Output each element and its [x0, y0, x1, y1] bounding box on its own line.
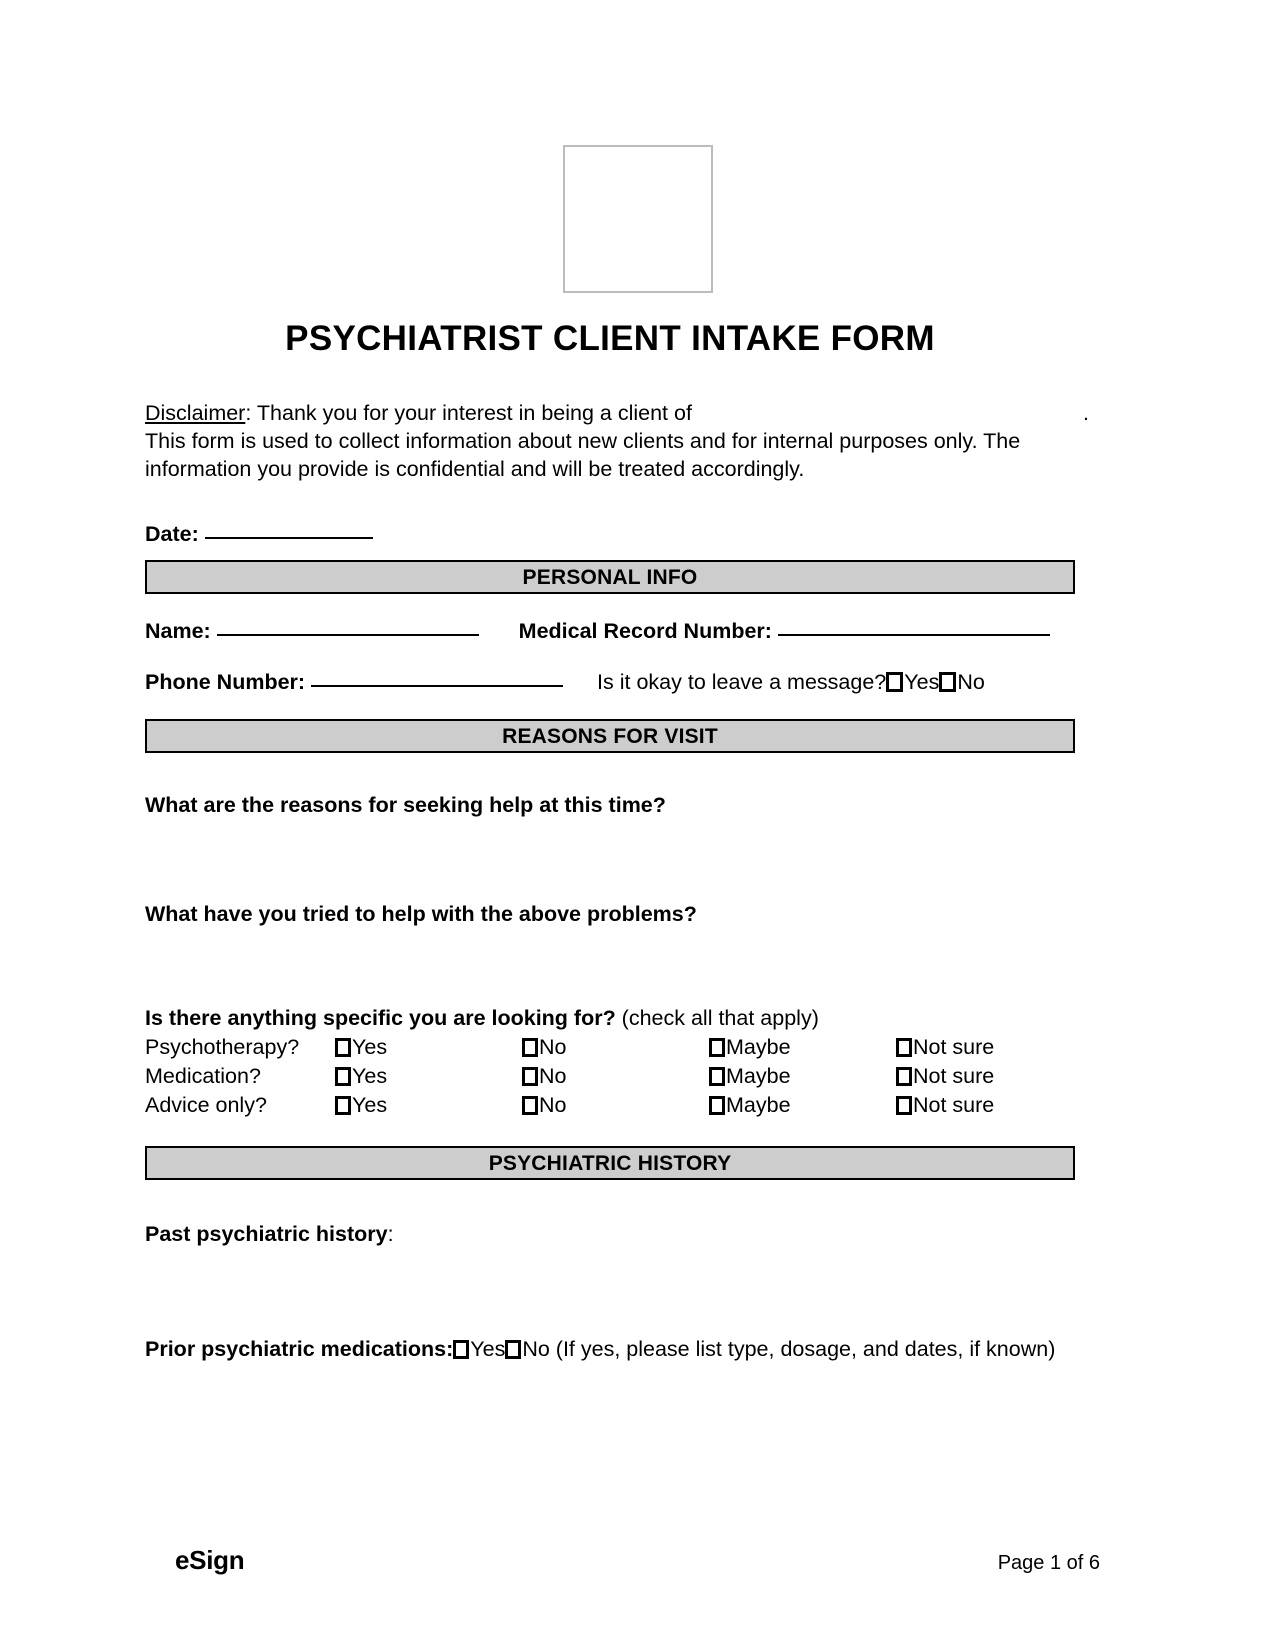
checkbox-advice-only-no[interactable] [522, 1096, 538, 1115]
matrix-row [145, 1034, 1075, 1066]
checkbox-medication-not-sure-label: Not sure [913, 1063, 995, 1088]
matrix-cell-psychotherapy-maybe [709, 1034, 896, 1059]
checkbox-advice-only-yes-label: Yes [352, 1092, 388, 1117]
checkbox-advice-only-yes[interactable] [335, 1096, 351, 1115]
checkbox-medication-no[interactable] [522, 1067, 538, 1086]
question-what-have-you-tried: What have you tried to help with the above problems? [145, 902, 697, 927]
matrix-cell-medication-maybe [709, 1063, 896, 1088]
looking-for-options-matrix [145, 1034, 1075, 1124]
checkbox-medication-not-sure[interactable] [896, 1067, 912, 1086]
question-looking-for-note: (check all that apply) [615, 1006, 819, 1031]
prior-medications-label: Prior psychiatric medications: [145, 1336, 454, 1361]
medical-record-number-input-blank[interactable] [778, 634, 1050, 636]
checkbox-prior-medications-no[interactable] [505, 1340, 521, 1359]
checkbox-psychotherapy-yes-label: Yes [352, 1034, 388, 1059]
date-field-row [145, 522, 1075, 548]
leave-message-question: Is it okay to leave a message? [597, 669, 887, 694]
prior-medications-note: (If yes, please list type, dosage, and dates, if known) [549, 1336, 1056, 1361]
checkbox-advice-only-not-sure[interactable] [896, 1096, 912, 1115]
checkbox-psychotherapy-not-sure-label: Not sure [913, 1034, 995, 1059]
matrix-cell-advice-only-yes [335, 1092, 522, 1117]
document-content [145, 319, 1089, 1363]
matrix-row [145, 1063, 1075, 1095]
phone-number-input-blank[interactable] [311, 685, 563, 687]
checkbox-medication-maybe-label: Maybe [726, 1063, 791, 1088]
matrix-row-label-advice-only: Advice only? [145, 1092, 267, 1117]
checkbox-medication-maybe[interactable] [709, 1067, 725, 1086]
section-header-reasons-for-visit: REASONS FOR VISIT [145, 719, 1075, 753]
phone-number-label: Phone Number: [145, 669, 306, 694]
matrix-cell-medication-not-sure [896, 1063, 1083, 1088]
page-title: PSYCHIATRIST CLIENT INTAKE FORM [285, 319, 935, 358]
checkbox-medication-no-label: No [539, 1063, 567, 1088]
question-prior-psychiatric-medications [145, 1336, 1075, 1363]
checkbox-advice-only-maybe[interactable] [709, 1096, 725, 1115]
checkbox-medication-yes[interactable] [335, 1067, 351, 1086]
checkbox-psychotherapy-not-sure[interactable] [896, 1038, 912, 1057]
section-header-psychiatric-history: PSYCHIATRIC HISTORY [145, 1146, 1075, 1180]
medical-record-number-label: Medical Record Number: [518, 618, 772, 643]
brand-logo-esign: eSign [175, 1545, 245, 1575]
logo-placeholder-box [563, 145, 713, 293]
disclaimer-paragraph [145, 399, 1089, 483]
name-label: Name: [145, 618, 211, 643]
matrix-cell-psychotherapy-no [522, 1034, 709, 1059]
matrix-cell-psychotherapy-yes [335, 1034, 522, 1059]
checkbox-psychotherapy-no[interactable] [522, 1038, 538, 1057]
logo-area [0, 145, 1275, 293]
section-header-personal-info: PERSONAL INFO [145, 560, 1075, 594]
checkbox-advice-only-not-sure-label: Not sure [913, 1092, 995, 1117]
question-looking-for-text: Is there anything specific you are looking for? [145, 1006, 616, 1031]
disclaimer-lead: : Thank you for your interest in being a client of [245, 400, 692, 425]
phone-message-row [145, 670, 1075, 696]
matrix-cell-advice-only-not-sure [896, 1092, 1083, 1117]
checkbox-advice-only-no-label: No [539, 1092, 567, 1117]
name-input-blank[interactable] [217, 634, 479, 636]
question-looking-for [145, 1005, 1075, 1032]
date-label: Date: [145, 521, 199, 546]
checkbox-message-yes-label: Yes [904, 669, 940, 694]
matrix-row [145, 1092, 1075, 1124]
matrix-row-label-psychotherapy: Psychotherapy? [145, 1034, 300, 1059]
disclaimer-label: Disclaimer [145, 400, 246, 425]
matrix-row-label-medication: Medication? [145, 1063, 261, 1088]
question-past-psychiatric-history [145, 1221, 1075, 1248]
matrix-cell-medication-yes [335, 1063, 522, 1088]
checkbox-psychotherapy-yes[interactable] [335, 1038, 351, 1057]
checkbox-message-no-label: No [957, 669, 985, 694]
matrix-cell-advice-only-no [522, 1092, 709, 1117]
checkbox-message-yes[interactable] [886, 672, 903, 692]
checkbox-prior-medications-yes-label: Yes [470, 1336, 506, 1361]
past-psychiatric-history-colon: : [387, 1221, 394, 1246]
disclaimer-line-1 [145, 399, 1089, 427]
checkbox-prior-medications-yes[interactable] [453, 1340, 469, 1359]
checkbox-psychotherapy-maybe[interactable] [709, 1038, 725, 1057]
matrix-cell-medication-no [522, 1063, 709, 1088]
name-mrn-row [145, 619, 1075, 645]
page-number: Page 1 of 6 [997, 1552, 1100, 1574]
matrix-cell-advice-only-maybe [709, 1092, 896, 1117]
disclaimer-line-2: This form is used to collect information about new clients and for internal purposes only. The [145, 428, 1021, 453]
past-psychiatric-history-label: Past psychiatric history [145, 1221, 388, 1246]
checkbox-advice-only-maybe-label: Maybe [726, 1092, 791, 1117]
disclaimer-line-3: information you provide is confidential and will be treated accordingly. [145, 456, 805, 481]
disclaimer-trailing-mark: . [1083, 400, 1089, 425]
checkbox-prior-medications-no-label: No [522, 1336, 550, 1361]
question-reasons-for-seeking-help: What are the reasons for seeking help at this time? [145, 793, 666, 818]
matrix-cell-psychotherapy-not-sure [896, 1034, 1083, 1059]
date-input-blank[interactable] [205, 537, 373, 539]
checkbox-psychotherapy-maybe-label: Maybe [726, 1034, 791, 1059]
page-footer [175, 1545, 1100, 1576]
checkbox-medication-yes-label: Yes [352, 1063, 388, 1088]
checkbox-message-no[interactable] [939, 672, 956, 692]
checkbox-psychotherapy-no-label: No [539, 1034, 567, 1059]
